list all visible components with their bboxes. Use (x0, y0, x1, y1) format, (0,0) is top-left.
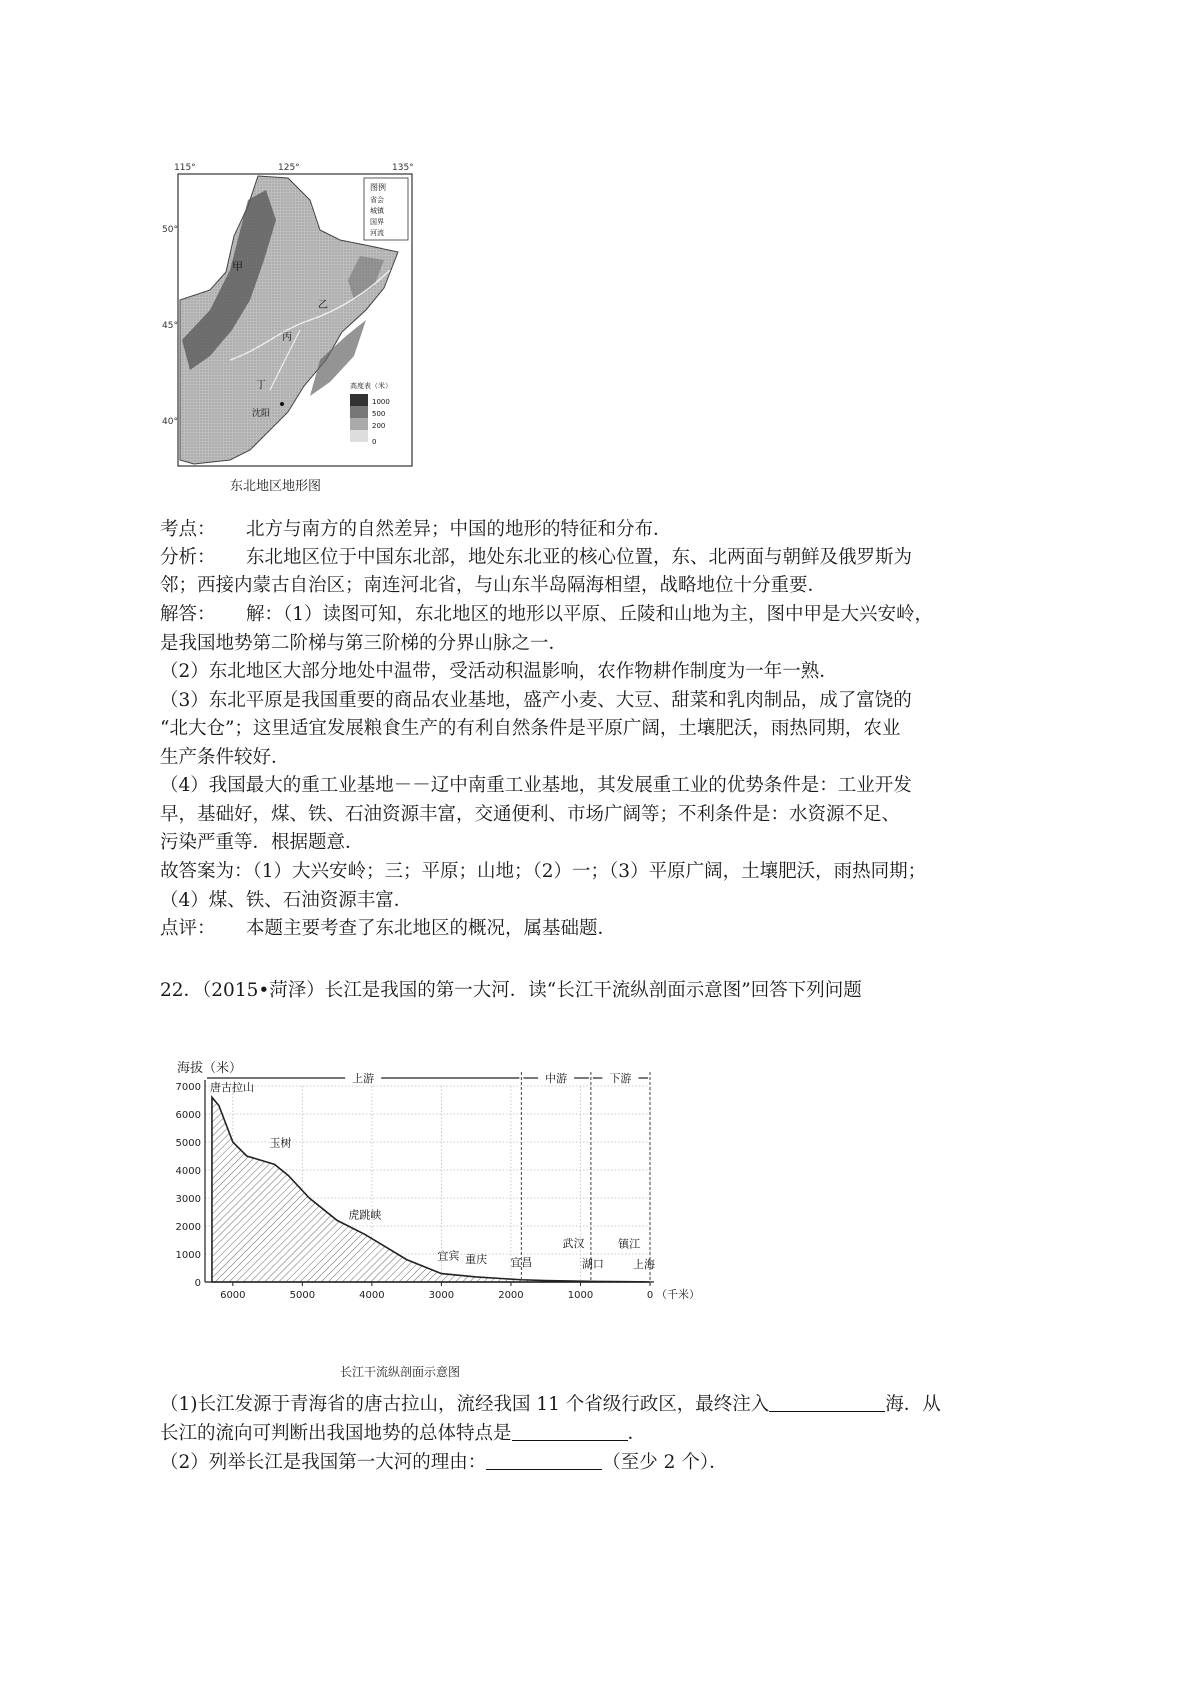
kaodian-text: 北方与南方的自然差异；中国的地形的特征和分布． (246, 519, 672, 540)
question-22-part1 (160, 1392, 941, 1418)
x-tick-label: 1000 (567, 1290, 594, 1301)
place-label: 武汉 (562, 1237, 585, 1251)
elevation-swatch (350, 406, 368, 418)
answer-paragraph-4: （4）我国最大的重工业基地－－辽中南重工业基地，其发展重工业的优势条件是：工业开发 (160, 775, 912, 796)
q1-text: （1)长江发源于青海省的唐古拉山，流经我国 11 个省级行政区，最终注入 (160, 1394, 770, 1415)
place-label: 沈阳 (252, 409, 271, 419)
fenxi-text: 邻；西接内蒙古自治区；南连河北省，与山东半岛隔海相望，战略地位十分重要． (160, 575, 827, 596)
y-tick-label: 7000 (175, 1082, 201, 1093)
section-label: 中游 (545, 1072, 568, 1085)
section-label: 下游 (609, 1072, 632, 1085)
legend-item: 城镇 (370, 207, 384, 215)
lon-label: 125° (278, 163, 300, 173)
question-22-title: 22．（2015•菏泽）长江是我国的第一大河．读“长江干流纵剖面示意图”回答下列问题 (160, 980, 862, 1001)
place-label: 丙 (282, 332, 292, 343)
q1-text: ． (627, 1423, 647, 1444)
place-label: 上海 (633, 1258, 655, 1271)
section-label: 上游 (352, 1072, 375, 1085)
q1-text: 长江的流向可判断出我国地势的总体特点是 (160, 1423, 512, 1444)
kaodian-label: 考点： (160, 519, 216, 540)
q2-text: （至少 2 个）． (602, 1452, 728, 1473)
elevation-swatch (350, 430, 368, 442)
jieda-line (160, 602, 933, 628)
dianping-label: 点评： (160, 918, 216, 939)
legend-item: 省会 (370, 196, 384, 204)
y-tick-label: 4000 (175, 1166, 201, 1177)
y-tick-label: 6000 (175, 1110, 201, 1121)
fenxi-text: 东北地区位于中国东北部，地处东北亚的核心位置，东、北两面与朝鲜及俄罗斯为 (246, 547, 913, 568)
question-22-part2 (160, 1450, 728, 1476)
answer-blank-reasons[interactable] (486, 1451, 602, 1470)
dianping-line (160, 916, 616, 942)
x-tick-label: 3000 (428, 1290, 455, 1301)
elevation-level: 1000 (372, 398, 390, 406)
elevation-swatch (350, 418, 368, 430)
map-svg (162, 160, 422, 500)
northeast-terrain-map (162, 160, 422, 500)
elevation-swatch (350, 394, 368, 406)
place-label: 镇江 (618, 1237, 641, 1251)
dianping-text: 本题主要考查了东北地区的概况，属基础题． (246, 918, 617, 939)
answer-paragraph-4: 污染严重等．根据题意． (160, 832, 364, 853)
place-label: 湖口 (581, 1257, 604, 1271)
place-label: 丁 (256, 380, 266, 391)
elevation-level: 500 (372, 410, 386, 418)
y-tick-label: 0 (194, 1278, 201, 1289)
lat-label: 45° (162, 321, 178, 331)
jieda-label: 解答： (160, 604, 216, 625)
y-tick-label: 3000 (175, 1194, 201, 1205)
elevation-title: 高度表（米） (350, 382, 392, 390)
final-answer: 故答案为：（1）大兴安岭；三；平原；山地；（2）一；（3）平原广阔，土壤肥沃，雨热同期； (160, 861, 927, 882)
answer-paragraph-2: （2）东北地区大部分地处中温带，受活动积温影响，农作物耕作制度为一年一熟． (160, 661, 838, 682)
y-tick-label: 1000 (175, 1250, 201, 1261)
x-tick-label: 0 (646, 1290, 654, 1301)
elevation-level: 0 (372, 438, 377, 446)
answer-blank-sea[interactable] (769, 1393, 885, 1412)
place-label: 唐古拉山 (209, 1081, 254, 1095)
lat-label: 40° (162, 417, 178, 427)
map-caption: 东北地区地形图 (230, 479, 322, 494)
place-label: 虎跳峡 (348, 1208, 382, 1222)
question-22-part1-line2 (160, 1421, 646, 1447)
x-tick-label: 5000 (289, 1290, 316, 1301)
place-label: 宜昌 (510, 1255, 533, 1269)
q1-text: 海．从 (885, 1394, 941, 1415)
answer-paragraph-3: （3）东北平原是我国重要的商品农业基地，盛产小麦、大豆、甜菜和乳肉制品，成了富饶的 (160, 690, 912, 711)
x-tick-label: 4000 (359, 1290, 385, 1301)
answer-blank-terrain[interactable] (512, 1422, 628, 1441)
place-label: 宜宾 (437, 1249, 460, 1263)
jieda-text: 解：（1）读图可知，东北地区的地形以平原、丘陵和山地为主，图中甲是大兴安岭， (246, 604, 934, 625)
fenxi-line (160, 545, 912, 571)
lon-label: 115° (174, 163, 196, 173)
y-axis-label: 海拔（米） (177, 1061, 243, 1076)
q2-text: （2）列举长江是我国第一大河的理由： (160, 1452, 487, 1473)
profile-svg (175, 1060, 715, 1380)
place-label: 乙 (318, 300, 328, 311)
fenxi-label: 分析： (160, 547, 216, 568)
answer-paragraph-3: 生产条件较好． (160, 747, 290, 768)
legend-item: 河流 (370, 229, 384, 237)
x-tick-label: 2000 (498, 1290, 524, 1301)
yangtze-profile-chart (175, 1060, 715, 1380)
kaodian-line (160, 517, 672, 543)
answer-paragraph-3: “北大仓”；这里适宜发展粮食生产的有利自然条件是平原广阔，土壤肥沃，雨热同期，农业 (160, 718, 901, 739)
y-tick-label: 5000 (175, 1138, 201, 1149)
lon-label: 135° (392, 163, 414, 173)
answer-paragraph-4: 早，基础好，煤、铁、石油资源丰富，交通便利、市场广阔等；不利条件是：水资源不足、 (160, 804, 901, 825)
legend-item: 国界 (370, 218, 384, 226)
x-tick-label: 6000 (220, 1290, 246, 1301)
legend-title: 图例 (370, 183, 386, 192)
x-axis-label: （千米） (656, 1288, 700, 1301)
place-label: 玉树 (269, 1136, 292, 1150)
y-tick-label: 2000 (175, 1222, 201, 1233)
final-answer: （4）煤、铁、石油资源丰富． (160, 890, 413, 911)
lat-label: 50° (162, 225, 178, 235)
jieda-text: 是我国地势第二阶梯与第三阶梯的分界山脉之一． (160, 633, 568, 654)
place-label: 甲 (232, 260, 243, 273)
chart-title: 长江干流纵剖面示意图 (340, 1365, 461, 1379)
place-label: 重庆 (465, 1252, 488, 1266)
elevation-level: 200 (372, 422, 386, 430)
city-dot (280, 402, 284, 406)
